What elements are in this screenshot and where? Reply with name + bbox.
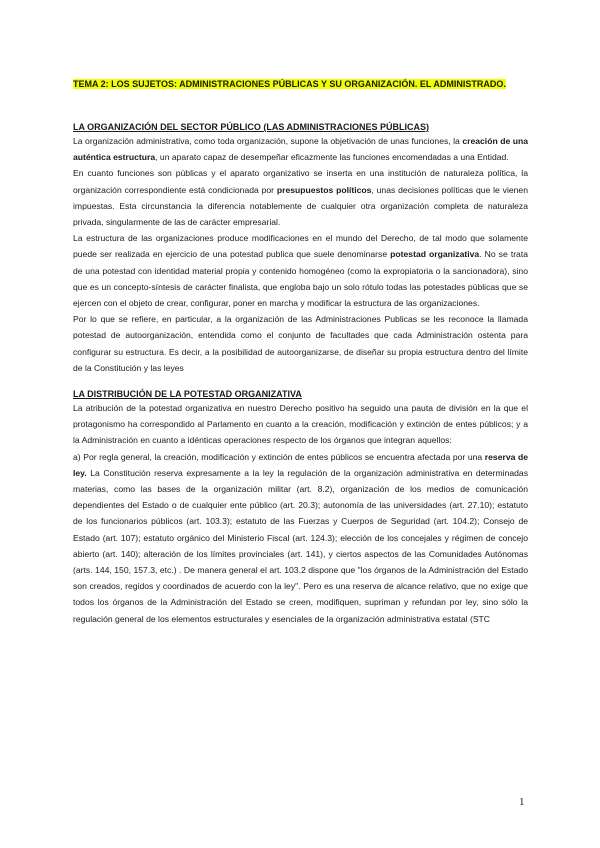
paragraph-3-text-a: La estructura de las organizaciones produce modificaciones en el mundo del Derecho, de tal modo que solamente puede ser realizada en ejercicio de una potestad publica que suele denominarse xyxy=(73,233,528,260)
paragraph-3-text-c: . No se trata de una potestad con identidad material propia y contenido homogéneo (como la expropiatoria o la sancionadora), sino que es un concepto-síntesis de carácter finalista, que engloba bajo un solo rótulo todas las potestades públicas que se ejercen con el objeto de crear, configurar, poner en marcha y modificar la estructura de las organizaciones. xyxy=(73,249,529,309)
paragraph-1 xyxy=(73,133,528,165)
paragraph-3-bold: potestad organizativa xyxy=(390,249,480,260)
paragraph-2-text-a: En cuanto funciones son públicas y el aparato organizativo se inserta en una institución de naturaleza política, la organización correspondiente está condicionada por xyxy=(73,168,528,195)
paragraph-4: Por lo que se refiere, en particular, a la organización de las Administraciones Publicas se les reconoce la llamada potestad de autoorganización, entendida como el conjunto de facultades que cada Administración ostenta para configurar su estructura. Es decir, a la posibilidad de autoorganizarse, de diseñar su propia estructura dentro del límite de la Constitución y las leyes xyxy=(73,314,528,373)
paragraph-2-text-c: , unas decisiones políticas que le vienen impuestas. Esta circunstancia la diferencia notablemente de cualquier otra organización completa de naturaleza privada, singularmente de las de carácter empresarial. xyxy=(73,184,528,228)
paragraph-6-bold: reserva de ley. xyxy=(73,451,528,478)
paragraph-2-bold: presupuestos políticos xyxy=(276,184,372,195)
paragraph-6 xyxy=(73,449,528,627)
document-body xyxy=(73,78,528,627)
document-title xyxy=(73,78,528,90)
title-highlight: TEMA 2: LOS SUJETOS: ADMINISTRACIONES PÚBLICAS Y SU ORGANIZACIÓN. EL ADMINISTRADO. xyxy=(73,79,506,89)
paragraph-2 xyxy=(73,165,528,230)
paragraph-1-text-a: La organización administrativa, como toda organización, supone la objetivación de unas funciones, la xyxy=(73,136,463,146)
paragraph-6-text-c: La Constitución reserva expresamente a la ley la regulación de la organización administrativa en determinadas materias, como las bases de la organización militar (art. 8.2), organización de los medios de comunicación dependientes del Estado o de cualquier ente público (art. 20.3); autonomía de las universidades (art. 27.10); estatuto de los funcionarios públicos (art. 103.3); estatuto de las Fuerzas y Cuerpos de Seguridad (art. 104.2); Consejo de Estado (art. 107); estatuto orgánico del Ministerio Fiscal (art. 124.3); elección de los concejales y régimen de concejo abierto (art. 140); alteración de los límites provinciales (art. 141), y ciertos aspectos de las Comunidades Autónomas (arts. 144, 150, 157.3, etc.) . De manera general el art. 103.2 dispone que "los órganos de la Administración del Estado son creados, regidos y coordinados de acuerdo con la ley". Pero es una reserva de alcance relativo, que no exige que todos los órganos de la Administración del Estado se creen, modifiquen, supriman y refundan por ley, sino sólo la regulación general de los elementos estructurales y esenciales de la organización administrativa estatal (STC xyxy=(73,467,528,624)
paragraph-5: La atribución de la potestad organizativa en nuestro Derecho positivo ha seguido una pauta de división en la que el protagonismo ha correspondido al Parlamento en cuanto a la creación, modificación y extinción de entes públicos; y a la Administración en cuanto a idénticas operaciones respecto de los órganos que integran aquellos: xyxy=(73,403,528,446)
section-heading-distribucion: LA DISTRIBUCIÓN DE LA POTESTAD ORGANIZATIVA xyxy=(73,389,302,400)
paragraph-3 xyxy=(73,230,528,311)
section-heading-organizacion: LA ORGANIZACIÓN DEL SECTOR PÚBLICO (LAS ADMINISTRACIONES PÚBLICAS) xyxy=(73,122,430,132)
paragraph-1-bold: creación de una auténtica estructura xyxy=(73,136,528,163)
paragraph-6-text-a: a) Por regla general, la creación, modificación y extinción de entes públicos se encuentra afectada por una xyxy=(73,451,485,462)
paragraph-1-text-c: , un aparato capaz de desempeñar eficazmente las funciones encomendadas a una Entidad. xyxy=(155,152,509,163)
page-number: 1 xyxy=(519,796,525,808)
